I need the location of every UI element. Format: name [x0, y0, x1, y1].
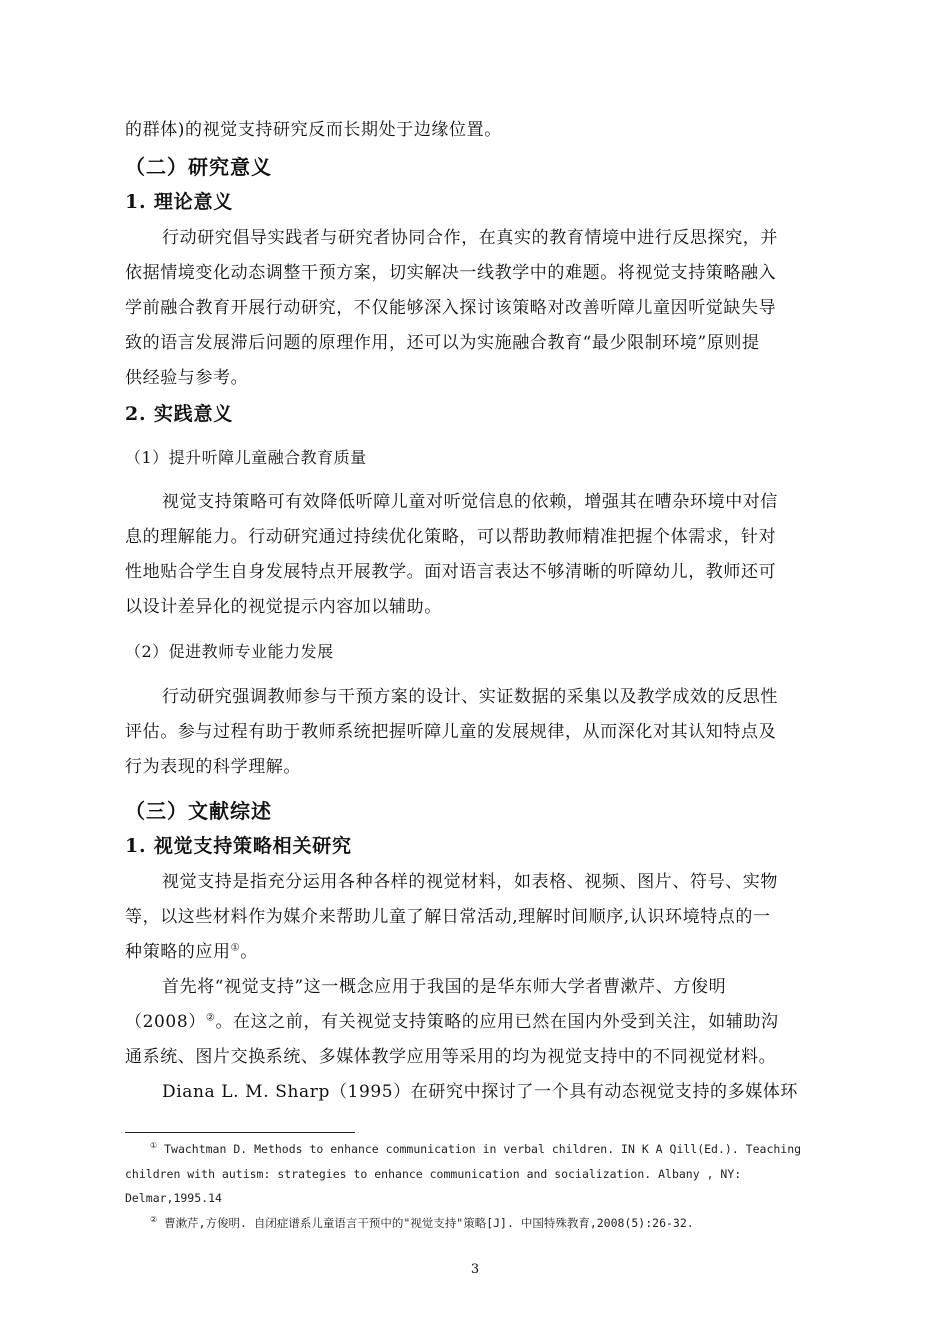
- body-text: 。: [240, 942, 258, 962]
- body-text-line: 以设计差异化的视觉提示内容加以辅助。: [125, 597, 442, 617]
- body-text-line: 依据情境变化动态调整干预方案，切实解决一线教学中的难题。将视觉支持策略融入: [125, 263, 777, 283]
- body-text: 。在这之前，有关视觉支持策略的应用已然在国内外受到关注，如辅助沟: [215, 1012, 779, 1032]
- item-heading: （1）提升听障儿童融合教育质量: [125, 448, 367, 467]
- subsection-heading: 1. 理论意义: [125, 191, 234, 213]
- body-text-line: 供经验与参考。: [125, 368, 249, 388]
- section-heading: （三）文献综述: [125, 799, 272, 823]
- item-heading: （2）促进教师专业能力发展: [125, 642, 334, 661]
- subsection-heading: 1. 视觉支持策略相关研究: [125, 835, 352, 857]
- body-text-line: 行为表现的科学理解。: [125, 757, 301, 777]
- footnote-marker[interactable]: ②: [205, 1012, 216, 1024]
- footnote-text-line: children with autism: strategies to enhance communication and socialization. Albany , NY:: [125, 1167, 742, 1181]
- body-text-line: 息的理解能力。行动研究通过持续优化策略，可以帮助教师精准把握个体需求，针对: [125, 527, 777, 547]
- body-text-line: 学前融合教育开展行动研究，不仅能够深入探讨该策略对改善听障儿童因听觉缺失导: [125, 298, 777, 318]
- footnote-number: ①: [150, 1141, 158, 1151]
- body-text-line: 视觉支持是指充分运用各种各样的视觉材料，如表格、视频、图片、符号、实物: [162, 872, 778, 892]
- footnote-text: 曹漱芹,方俊明. 自闭症谱系儿童语言干预中的"视觉支持"策略[J]. 中国特殊教育,2008(5):26-32.: [157, 1216, 694, 1230]
- footnote-separator: [125, 1132, 355, 1133]
- footnote-text-line: Delmar,1995.14: [125, 1191, 222, 1205]
- subsection-heading: 2. 实践意义: [125, 403, 234, 425]
- footnote-marker[interactable]: ①: [230, 942, 241, 954]
- footnote-text: Twachtman D. Methods to enhance communication in verbal children. IN K A Qill(Ed.). Teaching: [157, 1142, 802, 1156]
- body-text-line: 致的语言发展滞后问题的原理作用，还可以为实施融合教育“最少限制环境”原则提: [125, 333, 760, 353]
- body-text-line: [125, 940, 845, 964]
- body-text-line: [125, 1010, 845, 1034]
- body-text-line: 行动研究倡导实践者与研究者协同合作，在真实的教育情境中进行反思探究，并: [162, 228, 778, 248]
- section-heading: （二）研究意义: [125, 155, 272, 179]
- page-number: 3: [470, 1262, 480, 1277]
- body-text-line: 的群体)的视觉支持研究反而长期处于边缘位置。: [125, 120, 502, 140]
- body-text-line: Diana L. M. Sharp（1995）在研究中探讨了一个具有动态视觉支持的多媒体环: [162, 1082, 799, 1102]
- body-text-line: 通系统、图片交换系统、多媒体教学应用等采用的均为视觉支持中的不同视觉材料。: [125, 1047, 777, 1067]
- body-text-line: 评估。参与过程有助于教师系统把握听障儿童的发展规律，从而深化对其认知特点及: [125, 722, 777, 742]
- body-text-line: 等，以这些材料作为媒介来帮助儿童了解日常活动,理解时间顺序,认识环境特点的一: [125, 907, 771, 927]
- footnote-2: [150, 1215, 870, 1231]
- body-text-line: 性地贴合学生自身发展特点开展教学。面对语言表达不够清晰的听障幼儿，教师还可: [125, 562, 777, 582]
- body-text: 种策略的应用: [125, 942, 231, 962]
- body-text-line: 首先将“视觉支持”这一概念应用于我国的是华东师大学者曹漱芹、方俊明: [162, 977, 727, 997]
- footnote-1: [150, 1141, 870, 1157]
- body-text: （2008）: [125, 1012, 206, 1032]
- body-text-line: 行动研究强调教师参与干预方案的设计、实证数据的采集以及教学成效的反思性: [162, 687, 778, 707]
- body-text-line: 视觉支持策略可有效降低听障儿童对听觉信息的依赖，增强其在嘈杂环境中对信: [162, 492, 778, 512]
- footnote-number: ②: [150, 1215, 158, 1225]
